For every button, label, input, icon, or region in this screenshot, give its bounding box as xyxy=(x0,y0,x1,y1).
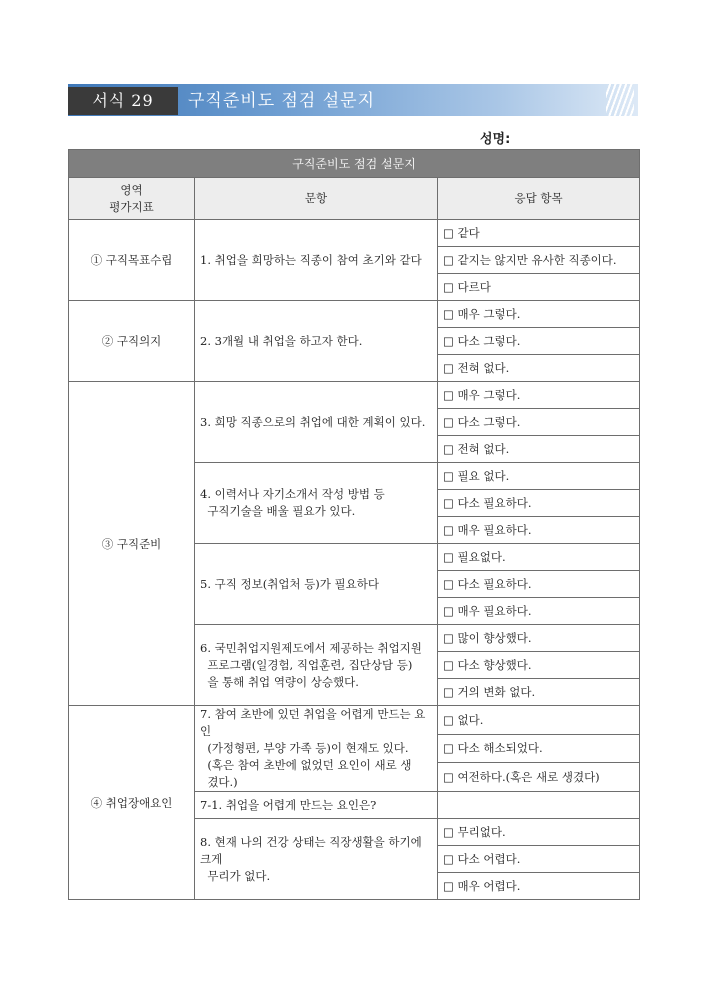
form-number-tag: 서식 29 xyxy=(68,87,178,115)
response-option[interactable]: □ 다르다 xyxy=(438,274,640,301)
question-text: 1. 취업을 희망하는 직종이 참여 초기와 같다 xyxy=(195,220,438,301)
response-option[interactable]: □ 전혀 없다. xyxy=(438,436,640,463)
response-option[interactable]: □ 같다 xyxy=(438,220,640,247)
question-text: 2. 3개월 내 취업을 하고자 한다. xyxy=(195,301,438,382)
question-text: 4. 이력서나 자기소개서 작성 방법 등 구직기술을 배울 필요가 있다. xyxy=(195,463,438,544)
response-option[interactable]: □ 매우 어렵다. xyxy=(438,873,640,900)
question-text: 5. 구직 정보(취업처 등)가 필요하다 xyxy=(195,544,438,625)
table-row xyxy=(69,301,640,328)
question-text: 7-1. 취업을 어렵게 만드는 요인은? xyxy=(195,792,438,819)
response-option[interactable]: □ 다소 그렇다. xyxy=(438,328,640,355)
response-option[interactable]: □ 매우 그렇다. xyxy=(438,382,640,409)
response-option[interactable]: □ 다소 향상했다. xyxy=(438,652,640,679)
section-area-label: ③ 구직준비 xyxy=(69,382,195,706)
survey-table xyxy=(68,149,640,900)
response-option[interactable]: □ 다소 그렇다. xyxy=(438,409,640,436)
table-row xyxy=(69,220,640,247)
response-option[interactable]: □ 거의 변화 없다. xyxy=(438,679,640,706)
response-option[interactable]: □ 매우 필요하다. xyxy=(438,598,640,625)
response-option[interactable]: □ 없다. xyxy=(438,706,640,735)
name-label: 성명: xyxy=(480,132,511,147)
response-option[interactable]: □ 다소 해소되었다. xyxy=(438,734,640,763)
response-option[interactable]: □ 다소 필요하다. xyxy=(438,490,640,517)
section-area-label: ④ 취업장애요인 xyxy=(69,706,195,900)
response-option[interactable]: □ 매우 그렇다. xyxy=(438,301,640,328)
section-area-label: ① 구직목표수립 xyxy=(69,220,195,301)
question-text: 7. 참여 초반에 있던 취업을 어렵게 만드는 요인 (가정형편, 부양 가족 등)이 현재도 있다. (혹은 참여 초반에 없었던 요인이 새로 생 겼다.) xyxy=(195,706,438,792)
section-area-label: ② 구직의지 xyxy=(69,301,195,382)
column-header-area: 영역 평가지표 xyxy=(69,178,195,220)
banner-stripes xyxy=(606,84,634,116)
response-option[interactable]: □ 다소 필요하다. xyxy=(438,571,640,598)
table-row xyxy=(69,706,640,735)
table-title: 구직준비도 점검 설문지 xyxy=(69,150,640,178)
response-option[interactable]: □ 전혀 없다. xyxy=(438,355,640,382)
response-option[interactable]: □ 같지는 않지만 유사한 직종이다. xyxy=(438,247,640,274)
question-text: 8. 현재 나의 건강 상태는 직장생활을 하기에 크게 무리가 없다. xyxy=(195,819,438,900)
banner-title: 구직준비도 점검 설문지 xyxy=(188,91,376,111)
table-row xyxy=(69,382,640,409)
response-option[interactable]: □ 필요 없다. xyxy=(438,463,640,490)
response-option[interactable]: □ 다소 어렵다. xyxy=(438,846,640,873)
response-option xyxy=(438,792,640,819)
column-header-question: 문항 xyxy=(195,178,438,220)
response-option[interactable]: □ 많이 향상했다. xyxy=(438,625,640,652)
column-header-response: 응답 항목 xyxy=(438,178,640,220)
response-option[interactable]: □ 여전하다.(혹은 새로 생겼다) xyxy=(438,763,640,792)
response-option[interactable]: □ 필요없다. xyxy=(438,544,640,571)
response-option[interactable]: □ 매우 필요하다. xyxy=(438,517,640,544)
question-text: 3. 희망 직종으로의 취업에 대한 계획이 있다. xyxy=(195,382,438,463)
question-text: 6. 국민취업지원제도에서 제공하는 취업지원 프로그램(일경험, 직업훈련, 집단상담 등) 을 통해 취업 역량이 상승했다. xyxy=(195,625,438,706)
response-option[interactable]: □ 무리없다. xyxy=(438,819,640,846)
